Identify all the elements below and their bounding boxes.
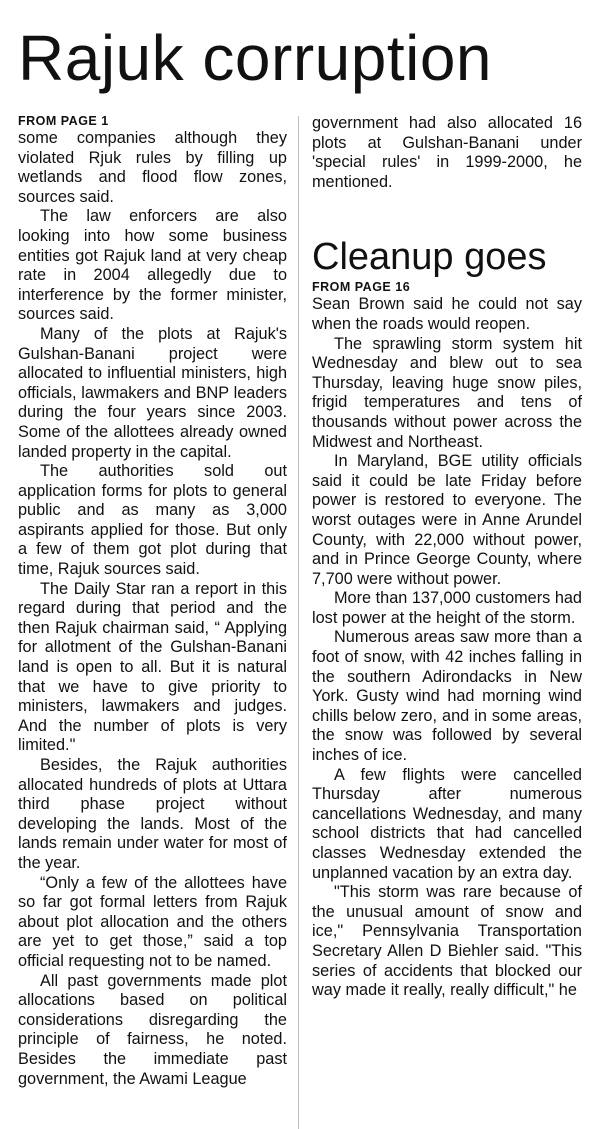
story1-paragraph: Besides, the Rajuk authorities allocated hundreds of plots at Uttara third phase project without developing the lands. Most of the lands remain under water for most of the year. <box>18 756 287 872</box>
column-right <box>312 114 582 1129</box>
column-left <box>18 114 287 1129</box>
story2-paragraph: The sprawling storm system hit Wednesday and blew out to sea Thursday, leaving huge snow piles, frigid temperatures and tens of thousands without power across the Midwest and Northeast. <box>312 334 582 451</box>
headline-cleanup-goes: Cleanup goes <box>312 236 547 279</box>
story-separator <box>312 192 582 234</box>
story1-paragraph: The Daily Star ran a report in this regard during that period and the then Rajuk chairman said, “ Applying for allotment of the Gulshan-Banani land is open to all. But it is natural that we have to give priority to ministers, lawmakers and judges. And the number of plots is very limited." <box>18 579 287 755</box>
story1-paragraph: The law enforcers are also looking into how some business entities got Rajuk land at very cheap rate in 2004 allegedly due to interference by the former minister, sources said. <box>18 207 287 324</box>
story1-paragraph: All past governments made plot allocations based on political considerations disregarding the principle of fairness, he noted. Besides the immediate past government, the Awami League <box>18 971 287 1088</box>
story1-paragraph: “Only a few of the allottees have so far got formal letters from Rajuk about plot allocation and the others are yet to get those,” said a top official requesting not to be named. <box>18 873 287 970</box>
story2-paragraph: More than 137,000 customers had lost power at the height of the storm. <box>312 589 582 627</box>
story1-continuation: government had also allocated 16 plots at Gulshan-Banani under 'special rules' in 1999-2000, he mentioned. <box>312 114 582 191</box>
column-divider <box>298 116 299 1129</box>
story2-paragraph: A few flights were cancelled Thursday after numerous cancellations Wednesday, and many school districts that had cancelled classes Wednesday extended the unplanned vacation by an extra day. <box>312 765 582 882</box>
story2-paragraph: "This storm was rare because of the unusual amount of snow and ice," Pennsylvania Transportation Secretary Allen D Biehler said. "This series of accidents that blocked our way made it really, really difficult," he <box>312 883 582 1000</box>
story2-paragraph: In Maryland, BGE utility officials said it could be late Friday before power is restored to everyone. The worst outages were in Anne Arundel County, with 22,000 without power, and in Prince George County, where 7,700 were without power. <box>312 452 582 588</box>
story1-paragraph: some companies although they violated Rjuk rules by filling up wetlands and flood flow zones, sources said. <box>18 129 287 206</box>
jump-line-from-page-1: FROM PAGE 1 <box>18 114 109 128</box>
headline-rajuk-corruption: Rajuk corruption <box>18 22 492 94</box>
story2-paragraph: Sean Brown said he could not say when the roads would reopen. <box>312 295 582 333</box>
jump-line-from-page-16: FROM PAGE 16 <box>312 280 411 295</box>
story1-paragraph: Many of the plots at Rajuk's Gulshan-Banani project were allocated to influential ministers, high officials, lawmakers and BNP leaders during the four years since 2003. Some of the allottees already owned landed property in the capital. <box>18 324 287 461</box>
story1-paragraph: The authorities sold out application forms for plots to general public and as many as 3,000 aspirants applied for those. But only a few of them got plot during that time, Rajuk sources said. <box>18 462 287 579</box>
story2-paragraph: Numerous areas saw more than a foot of snow, with 42 inches falling in the southern Adirondacks in New York. Gusty wind had morning wind chills below zero, and in some areas, the snow was followed by several inches of ice. <box>312 628 582 765</box>
